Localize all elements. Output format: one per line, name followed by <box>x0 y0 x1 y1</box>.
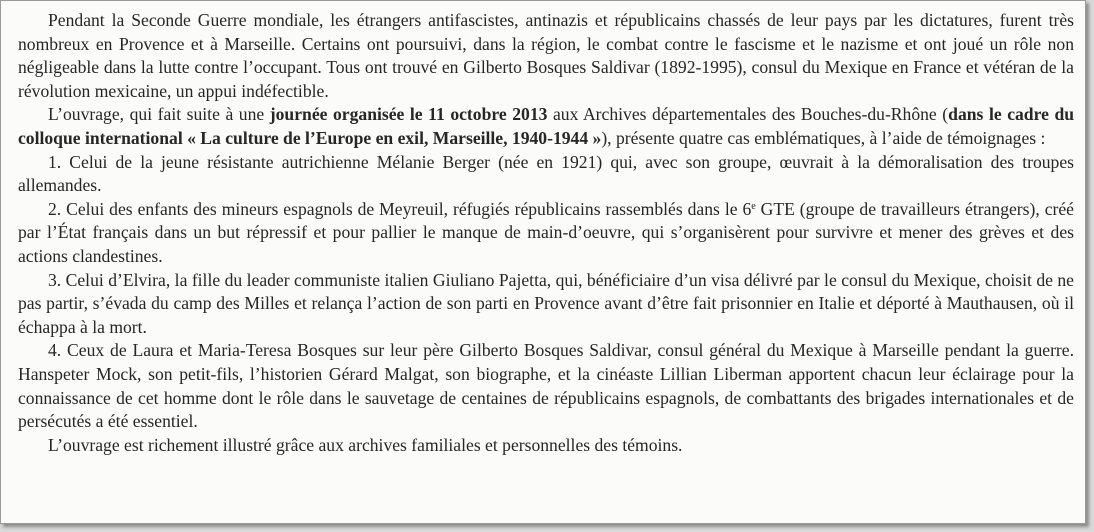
paragraph-intro: Pendant la Seconde Guerre mondiale, les étrangers antifascistes, antinazis et républicains chassés de leur pays par les dictatures, furent très nombreux en Provence et à Marseille. Certains ont poursuivi, dans la région, le combat contre le fascisme et le nazisme et ont joué un rôle non négligeable dans la lutte contre l’occupant. Tous ont trouvé en Gilberto Bosques Saldivar (1892-1995), consul du Mexique en France et vétéran de la révolution mexicaine, un appui indéfectible. <box>18 10 1074 101</box>
ouvrage-text-start: L’ouvrage, qui fait suite à une <box>48 104 270 125</box>
paragraph-case-1: 1. Celui de la jeune résistante autrichienne Mélanie Berger (née en 1921) qui, avec son groupe, œuvrait à la démoralisation des troupes allemandes. <box>18 151 1074 196</box>
case-2-text-start: 2. Celui des enfants des mineurs espagnols de Meyreuil, réfugiés républicains rassemblés dans le 6 <box>48 198 752 219</box>
paragraph-case-3: 3. Celui d’Elvira, la fille du leader communiste italien Giuliano Pajetta, qui, bénéficiaire d’un visa délivré par le consul du Mexique, choisit de ne pas partir, s’évada du camp des Milles et relança l’action de son parti en Provence avant d’être fait prisonnier en Italie et déporté à Mauthausen, où il échappa à la mort. <box>18 269 1074 337</box>
paragraph-closing: L’ouvrage est richement illustré grâce aux archives familiales et personnelles des témoins. <box>48 434 683 455</box>
ouvrage-text-end: ), présente quatre cas emblématiques, à l’aide de témoignages : <box>601 127 1046 148</box>
ouvrage-text-middle: aux Archives départementales des Bouches-du-Rhône ( <box>547 104 949 125</box>
case-2-text-end: GTE (groupe de travailleurs étrangers), créé par l’État français dans un but répressif et pour pallier le manque de main-d’oeuvre, qui s’organisèrent pour survivre et mener des grèves et des actions clandestines. <box>18 198 1074 266</box>
ouvrage-bold-colloque: dans le cadre du colloque international « La culture de l’Europe en exil, Marseille, 1940-1944 » <box>18 104 1075 148</box>
paragraph-ouvrage <box>18 103 1074 150</box>
paragraph-case-2 <box>18 198 1074 269</box>
document-text <box>18 9 1074 457</box>
case-2-superscript: e <box>751 200 756 212</box>
paragraph-case-4: 4. Ceux de Laura et Maria-Teresa Bosques sur leur père Gilberto Bosques Saldivar, consul général du Mexique à Marseille pendant la guerre. Hanspeter Mock, son petit-fils, l’historien Gérard Malgat, son biographe, et la cinéaste Lillian Liberman apportent chacun leur éclairage pour la connaissance de cet homme dont le rôle dans le sauvetage de centaines de républicains espagnols, de combattants des brigades internationales et de persécutés a été essentiel. <box>18 340 1074 432</box>
ouvrage-bold-date: journée organisée le 11 octobre 2013 <box>269 104 548 125</box>
